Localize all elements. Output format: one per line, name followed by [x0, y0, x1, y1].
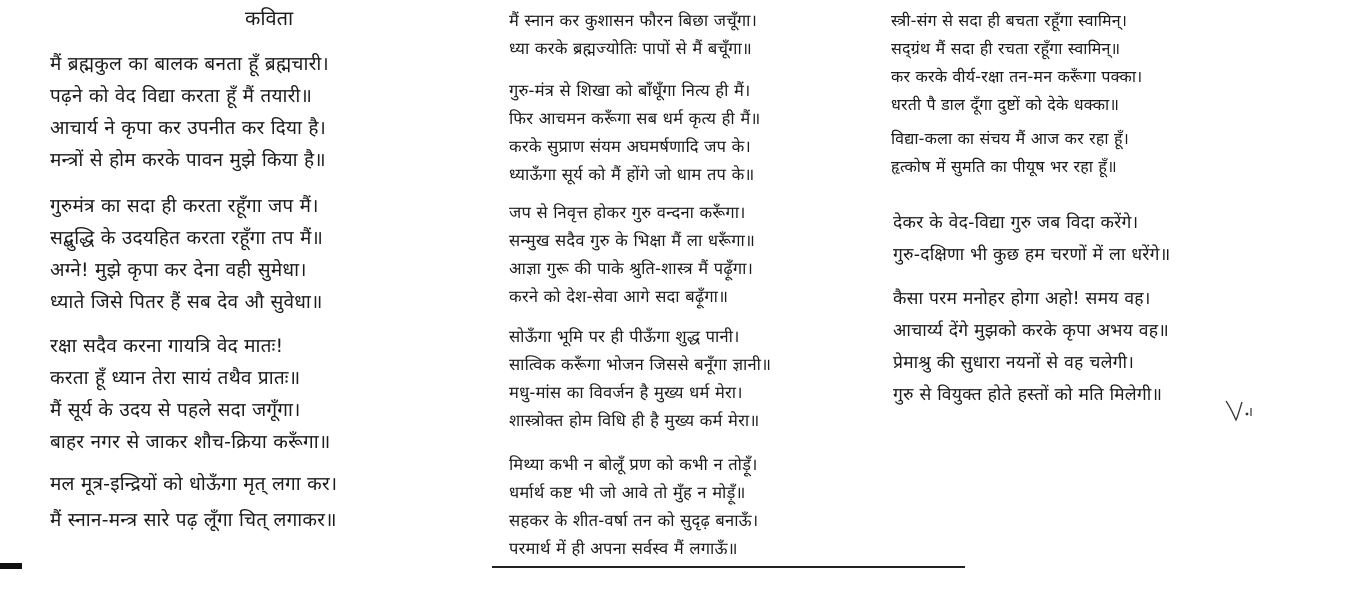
poem-column-2 — [505, 0, 885, 607]
poem-line: मैं ब्रह्मकुल का बालक बनता हूँ ब्रह्मचारी। — [50, 53, 329, 75]
poem-line: सद्ग्रंथ मैं सदा ही रचता रहूँगा स्वामिन्॥ — [891, 39, 1121, 58]
poem-line: ध्याते जिसे पितर हैं सब देव औ सुवेधा॥ — [50, 291, 323, 313]
poem-line: शास्त्रोक्त होम विधि ही है मुख्य कर्म मेरा॥ — [509, 411, 760, 430]
poem-line: जप से निवृत्त होकर गुरु वन्दना करूँगा। — [509, 203, 746, 222]
poem-line: आज्ञा गुरू की पाके श्रुति-शास्त्र मैं पढ़ूँगा। — [509, 259, 754, 278]
edge-mark — [0, 563, 22, 569]
poem-line: सोऊँगा भूमि पर ही पीऊँगा शुद्ध पानी। — [509, 327, 740, 346]
poem-line: गुरुमंत्र का सदा ही करता रहूँगा जप मैं। — [50, 195, 319, 217]
poem-line: हृत्कोष में सुमति का पीयूष भर रहा हूँ॥ — [891, 157, 1117, 176]
poem-line: मल मूत्र-इन्द्रियों को धोऊँगा मृत् लगा कर। — [50, 473, 338, 495]
poem-line: प्रेमाश्रु की सुधारा नयनों से वह चलेगी। — [893, 353, 1135, 373]
poem-line: मैं स्नान कर कुशासन फौरन बिछा जचूँगा। — [509, 11, 758, 30]
poem-line: धर्मार्थ कष्ट भी जो आवे तो मुँह न मोड़ूँ॥ — [509, 483, 746, 502]
page-title: कविता — [245, 6, 294, 30]
poem-line: सात्विक करूँगा भोजन जिससे बनूँगा ज्ञानी॥ — [509, 355, 772, 374]
poem-line: सन्मुख सदैव गुरु के भिक्षा मैं ला धरूँगा॥ — [509, 231, 756, 250]
poem-line: अग्ने! मुझे कृपा कर देना वही सुमेधा। — [50, 259, 307, 281]
poem-line: आचार्य्य देंगे मुझको करके कृपा अभय वह॥ — [893, 321, 1169, 341]
poem-line: ध्या करके ब्रह्मज्योतिः पापों से मैं बचूँगा॥ — [509, 39, 752, 58]
poem-line: देकर के वेद-विद्या गुरु जब विदा करेंगे। — [893, 213, 1139, 233]
poem-line: गुरु-दक्षिणा भी कुछ हम चरणों में ला धरेंगे॥ — [893, 245, 1171, 265]
poem-line: मिथ्या कभी न बोलूँ प्रण को कभी न तोड़ूँ। — [509, 455, 758, 474]
poem-line: मैं स्नान-मन्त्र सारे पढ़ लूँगा चित् लगाकर॥ — [50, 509, 337, 531]
handwritten-mark — [1222, 398, 1258, 428]
poem-line: कैसा परम मनोहर होगा अहो! समय वह। — [893, 289, 1151, 309]
poem-column-1 — [40, 0, 460, 607]
column-bottom-rule — [492, 566, 965, 568]
poem-line: धरती पै डाल दूँगा दुष्टों को देके धक्का॥ — [891, 95, 1120, 114]
poem-line: आचार्य ने कृपा कर उपनीत कर दिया है। — [50, 117, 327, 139]
poem-line: करने को देश-सेवा आगे सदा बढ़ूँगा॥ — [509, 287, 729, 306]
poem-line: स्त्री-संग से सदा ही बचता रहूँगा स्वामिन्। — [891, 11, 1128, 30]
poem-line: विद्या-कला का संचय मैं आज कर रहा हूँ। — [891, 129, 1129, 148]
poem-line: सहकर के शीत-वर्षा तन को सुदृढ़ बनाऊँ। — [509, 511, 759, 530]
poem-line: सद्बुद्धि के उदयहित करता रहूँगा तप मैं॥ — [50, 227, 324, 249]
poem-line: मधु-मांस का विवर्जन है मुख्य धर्म मेरा। — [509, 383, 743, 402]
poem-column-3 — [885, 0, 1305, 607]
poem-line: गुरु-मंत्र से शिखा को बाँधूँगा नित्य ही मैं। — [509, 81, 751, 100]
poem-line: बाहर नगर से जाकर शौच-क्रिया करूँगा॥ — [50, 431, 331, 453]
poem-line: फिर आचमन करूँगा सब धर्म कृत्य ही मैं॥ — [509, 109, 761, 128]
poem-line: ध्याऊँगा सूर्य को मैं होंगे जो धाम तप के॥ — [509, 165, 755, 184]
poem-line: मैं सूर्य के उदय से पहले सदा जगूँगा। — [50, 399, 301, 421]
poem-line: गुरु से वियुक्त होते हस्तों को मति मिलेगी॥ — [893, 385, 1163, 405]
poem-line: रक्षा सदैव करना गायत्रि वेद मातः! — [50, 335, 284, 357]
poem-line: करता हूँ ध्यान तेरा सायं तथैव प्रातः॥ — [50, 367, 301, 389]
poem-line: करके सुप्राण संयम अघमर्षणादि जप के। — [509, 137, 751, 156]
poem-line: कर करके वीर्य-रक्षा तन-मन करूँगा पक्का। — [891, 67, 1143, 86]
poem-line: परमार्थ में ही अपना सर्वस्व मैं लगाऊँ॥ — [509, 539, 738, 558]
poem-line: पढ़ने को वेद विद्या करता हूँ मैं तयारी॥ — [50, 85, 313, 107]
poem-line: मन्त्रों से होम करके पावन मुझे किया है॥ — [50, 149, 326, 171]
